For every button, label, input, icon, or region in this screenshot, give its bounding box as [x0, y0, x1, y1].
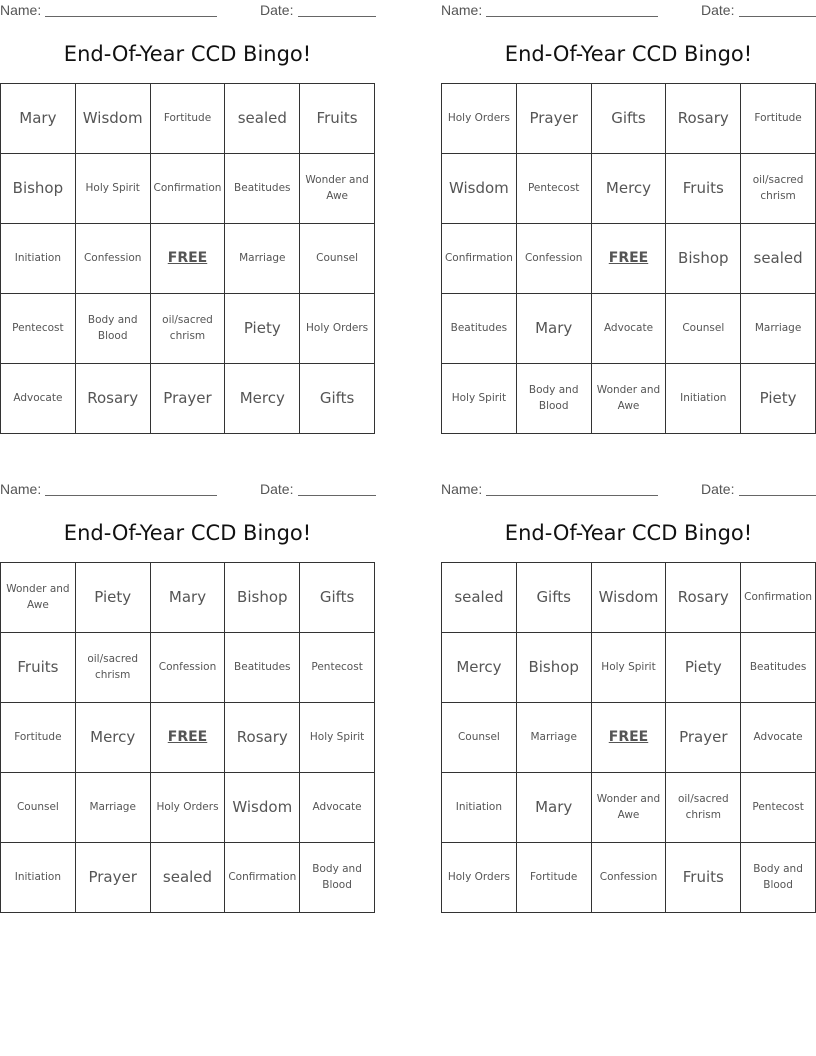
bingo-cell: Mary [517, 294, 592, 364]
bingo-cell: oil/sacred chrism [151, 294, 226, 364]
name-field-line [486, 16, 658, 17]
bingo-card-4 [441, 479, 816, 913]
bingo-cell: Confession [592, 843, 667, 913]
card-title: End-Of-Year CCD Bingo! [63, 521, 312, 545]
date-field-line [739, 495, 816, 496]
bingo-cell: Mercy [76, 703, 151, 773]
bingo-cell: Confirmation [225, 843, 300, 913]
bingo-cell: Wonder and Awe [592, 364, 667, 434]
card-header [441, 479, 816, 499]
bingo-cell: Holy Spirit [76, 154, 151, 224]
bingo-cell: Rosary [666, 563, 741, 633]
name-label: Name: [0, 481, 42, 497]
bingo-cell: Advocate [300, 773, 375, 843]
bingo-cell: Pentecost [517, 154, 592, 224]
bingo-cell: Holy Orders [442, 843, 517, 913]
bingo-cell: Fortitude [517, 843, 592, 913]
bingo-cell: Rosary [76, 364, 151, 434]
name-label: Name: [0, 2, 42, 18]
bingo-cell: Rosary [225, 703, 300, 773]
card-title: End-Of-Year CCD Bingo! [504, 521, 753, 545]
date-label: Date: [701, 2, 735, 18]
bingo-cell: Fruits [300, 84, 375, 154]
bingo-cell: Bishop [1, 154, 76, 224]
card-header [0, 0, 375, 20]
bingo-cell: Piety [741, 364, 816, 434]
bingo-cell: Gifts [300, 364, 375, 434]
bingo-cell: Prayer [151, 364, 226, 434]
bingo-cell: Wisdom [592, 563, 667, 633]
bingo-cell: Wisdom [76, 84, 151, 154]
bingo-cell: Body and Blood [76, 294, 151, 364]
date-label: Date: [260, 2, 294, 18]
bingo-cell: Confirmation [442, 224, 517, 294]
name-label: Name: [441, 481, 483, 497]
bingo-cell: Gifts [592, 84, 667, 154]
bingo-card-2 [441, 0, 816, 434]
bingo-cell: Wisdom [442, 154, 517, 224]
bingo-cell: Holy Orders [442, 84, 517, 154]
bingo-cell: Pentecost [1, 294, 76, 364]
bingo-cell: Body and Blood [517, 364, 592, 434]
bingo-cell: Marriage [225, 224, 300, 294]
bingo-cell: sealed [225, 84, 300, 154]
bingo-cell: Gifts [300, 563, 375, 633]
bingo-cell: Wisdom [225, 773, 300, 843]
name-field-line [45, 16, 217, 17]
bingo-cell: Advocate [1, 364, 76, 434]
bingo-cell: Holy Orders [151, 773, 226, 843]
bingo-card-1 [0, 0, 375, 434]
bingo-cell: Prayer [666, 703, 741, 773]
bingo-cell: Prayer [517, 84, 592, 154]
date-label: Date: [701, 481, 735, 497]
card-header [0, 479, 375, 499]
date-field-line [298, 495, 376, 496]
bingo-cell: Initiation [666, 364, 741, 434]
bingo-card-3 [0, 479, 375, 913]
bingo-cell: Counsel [442, 703, 517, 773]
bingo-cell: oil/sacred chrism [666, 773, 741, 843]
bingo-cell: Advocate [741, 703, 816, 773]
bingo-cell: Holy Spirit [442, 364, 517, 434]
bingo-cell: oil/sacred chrism [741, 154, 816, 224]
bingo-cell: oil/sacred chrism [76, 633, 151, 703]
bingo-cell: Fortitude [741, 84, 816, 154]
free-space-cell: FREE [151, 224, 226, 294]
free-space-cell: FREE [151, 703, 226, 773]
bingo-cell: Mercy [225, 364, 300, 434]
bingo-cell: Gifts [517, 563, 592, 633]
bingo-cell: Holy Spirit [592, 633, 667, 703]
bingo-cell: Bishop [225, 563, 300, 633]
bingo-cell: Piety [666, 633, 741, 703]
bingo-cell: Mary [151, 563, 226, 633]
bingo-cell: Confirmation [151, 154, 226, 224]
bingo-cell: Piety [76, 563, 151, 633]
bingo-cell: Pentecost [300, 633, 375, 703]
bingo-cell: Piety [225, 294, 300, 364]
bingo-cell: Wonder and Awe [300, 154, 375, 224]
name-label: Name: [441, 2, 483, 18]
bingo-cell: Bishop [666, 224, 741, 294]
free-space-cell: FREE [592, 703, 667, 773]
bingo-cell: Fortitude [151, 84, 226, 154]
bingo-cell: Fruits [666, 154, 741, 224]
bingo-cell: Mary [1, 84, 76, 154]
bingo-cell: Advocate [592, 294, 667, 364]
name-field-line [486, 495, 658, 496]
bingo-cell: Counsel [666, 294, 741, 364]
bingo-grid [0, 562, 375, 913]
bingo-cell: Mercy [442, 633, 517, 703]
bingo-cell: Counsel [300, 224, 375, 294]
bingo-cell: Beatitudes [442, 294, 517, 364]
bingo-cell: Mercy [592, 154, 667, 224]
bingo-cell: Confession [517, 224, 592, 294]
bingo-cell: Holy Spirit [300, 703, 375, 773]
bingo-cell: Marriage [76, 773, 151, 843]
bingo-cell: Initiation [442, 773, 517, 843]
bingo-cell: Prayer [76, 843, 151, 913]
bingo-cell: Rosary [666, 84, 741, 154]
bingo-cell: Initiation [1, 843, 76, 913]
bingo-cell: sealed [151, 843, 226, 913]
bingo-cell: Confession [76, 224, 151, 294]
bingo-cell: Wonder and Awe [1, 563, 76, 633]
name-field-line [45, 495, 217, 496]
free-space-cell: FREE [592, 224, 667, 294]
bingo-cell: Bishop [517, 633, 592, 703]
bingo-cell: Beatitudes [741, 633, 816, 703]
date-field-line [298, 16, 376, 17]
bingo-cell: Fortitude [1, 703, 76, 773]
bingo-cell: sealed [442, 563, 517, 633]
card-title: End-Of-Year CCD Bingo! [504, 42, 753, 66]
bingo-cell: Wonder and Awe [592, 773, 667, 843]
bingo-cell: Beatitudes [225, 154, 300, 224]
bingo-cell: Pentecost [741, 773, 816, 843]
bingo-grid [0, 83, 375, 434]
bingo-cell: Confession [151, 633, 226, 703]
bingo-cell: Fruits [1, 633, 76, 703]
bingo-cell: Fruits [666, 843, 741, 913]
date-field-line [739, 16, 816, 17]
bingo-grid [441, 562, 816, 913]
bingo-cell: Initiation [1, 224, 76, 294]
bingo-cell: Confirmation [741, 563, 816, 633]
bingo-cell: Beatitudes [225, 633, 300, 703]
bingo-cell: Counsel [1, 773, 76, 843]
card-header [441, 0, 816, 20]
card-title: End-Of-Year CCD Bingo! [63, 42, 312, 66]
bingo-cell: Mary [517, 773, 592, 843]
bingo-cell: Marriage [741, 294, 816, 364]
bingo-cell: Body and Blood [741, 843, 816, 913]
bingo-grid [441, 83, 816, 434]
bingo-cell: Body and Blood [300, 843, 375, 913]
bingo-cell: sealed [741, 224, 816, 294]
bingo-cell: Holy Orders [300, 294, 375, 364]
bingo-cell: Marriage [517, 703, 592, 773]
date-label: Date: [260, 481, 294, 497]
